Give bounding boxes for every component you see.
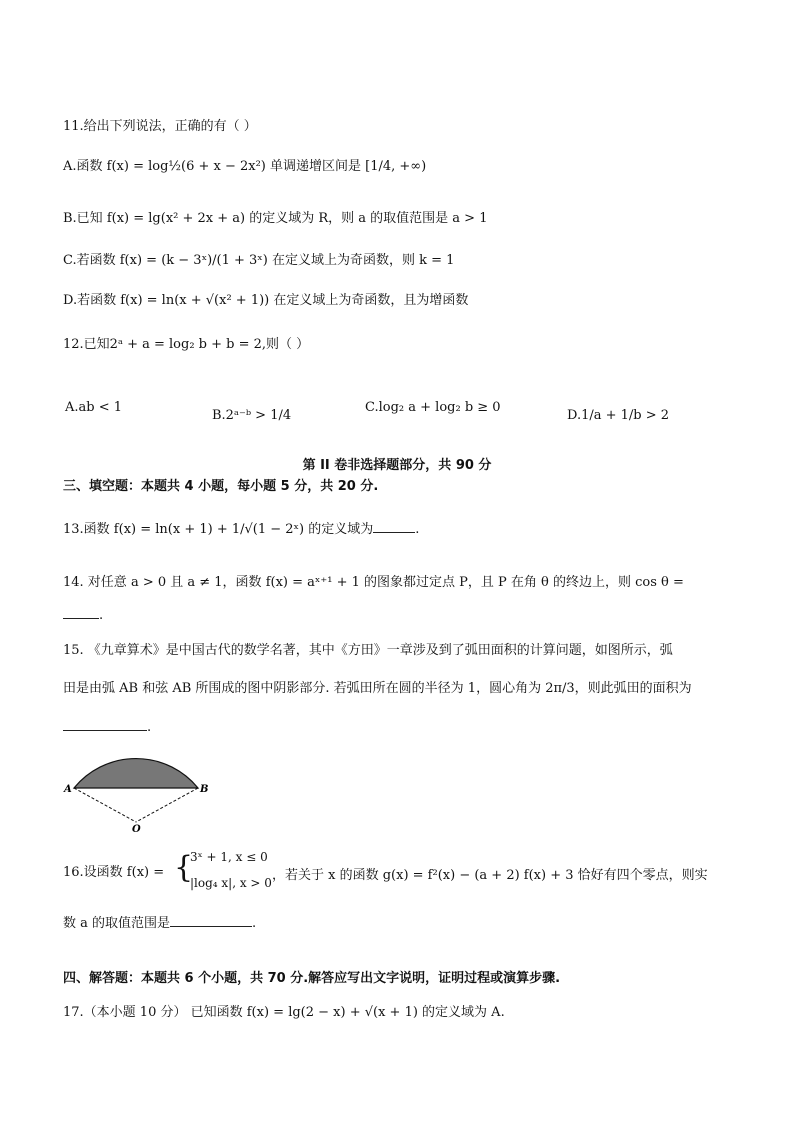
q12-stem: 12.已知2ᵃ + a = log₂ b + b = 2,则（ ） [63,337,310,352]
q16-case-2: |log₄ x|, x > 0 [190,876,272,890]
arc-field-figure [60,742,220,834]
q14-line2: . [63,604,103,625]
q16-case-1: 3ˣ + 1, x ≤ 0 [190,850,268,864]
q16-post: ，若关于 x 的函数 g(x) = f²(x) − (a + 2) f(x) + 3 恰好有四个零点，则实 [272,868,708,883]
q13-line: 13.函数 f(x) = ln(x + 1) + 1/√(1 − 2ˣ) 的定义域为 . [63,518,419,539]
q11-option-b: B.已知 f(x) = lg(x² + 2x + a) 的定义域为 R，则 a 的取值范围是 a > 1 [63,211,488,226]
label-b: B [200,784,209,795]
q11-option-c: C.若函数 f(x) = (k − 3ˣ)/(1 + 3ˣ) 在定义域上为奇函数，则 k = 1 [63,253,455,268]
q12-option-c: C.log₂ a + log₂ b ≥ 0 [365,400,501,415]
shaded-segment [74,759,198,788]
section4-title: 四、解答题：本题共 6 个小题，共 70 分.解答应写出文字说明，证明过程或演算步骤. [63,971,561,986]
q14-answer-blank [63,604,99,619]
q11-option-a: A.函数 f(x) = log½(6 + x − 2x²) 单调递增区间是 [1/4, +∞) [63,159,427,174]
q12-option-b: B.2ᵃ⁻ᵇ > 1/4 [212,408,292,423]
q16-pre: 16.设函数 f(x) = [63,865,165,880]
q16-line2-text: 数 a 的取值范围是 [63,916,171,931]
q16-answer-blank [170,912,252,927]
q11-stem: 11.给出下列说法，正确的有（ ） [63,119,257,134]
section2-title: 第 II 卷非选择题部分，共 90 分 [302,458,492,473]
label-a: A [64,784,72,795]
q14-line1: 14. 对任意 a > 0 且 a ≠ 1，函数 f(x) = aˣ⁺¹ + 1 的图象都过定点 P，且 P 在角 θ 的终边上，则 cos θ = [63,575,684,590]
radius-ob [136,788,198,822]
q11-option-d: D.若函数 f(x) = ln(x + √(x² + 1)) 在定义域上为奇函数，且为增函数 [63,293,469,308]
radius-oa [74,788,136,822]
q15-answer-blank [63,716,147,731]
q15-line1: 15. 《九章算术》是中国古代的数学名著，其中《方田》一章涉及到了弧田面积的计算问题，如图所示，弧 [63,643,673,658]
q13-text: 13.函数 f(x) = ln(x + 1) + 1/√(1 − 2ˣ) 的定义域为 [63,522,374,537]
q15-line2: 田是由弧 AB 和弦 AB 所围成的图中阴影部分. 若弧田所在圆的半径为 1，圆心角为 2π/3，则此弧田的面积为 [63,681,692,696]
piecewise-brace: { [174,850,194,885]
label-o: O [132,824,141,834]
section3-title: 三、填空题：本题共 4 小题，每小题 5 分，共 20 分. [63,479,379,494]
q16-line2: 数 a 的取值范围是 . [63,912,256,933]
q13-answer-blank [373,518,415,533]
q17-text: 17.（本小题 10 分） 已知函数 f(x) = lg(2 − x) + √(x + 1) 的定义域为 A. [63,1005,505,1020]
q12-option-a: A.ab < 1 [65,400,123,415]
q15-line3: . [63,716,151,737]
q12-option-d: D.1/a + 1/b > 2 [567,408,670,423]
